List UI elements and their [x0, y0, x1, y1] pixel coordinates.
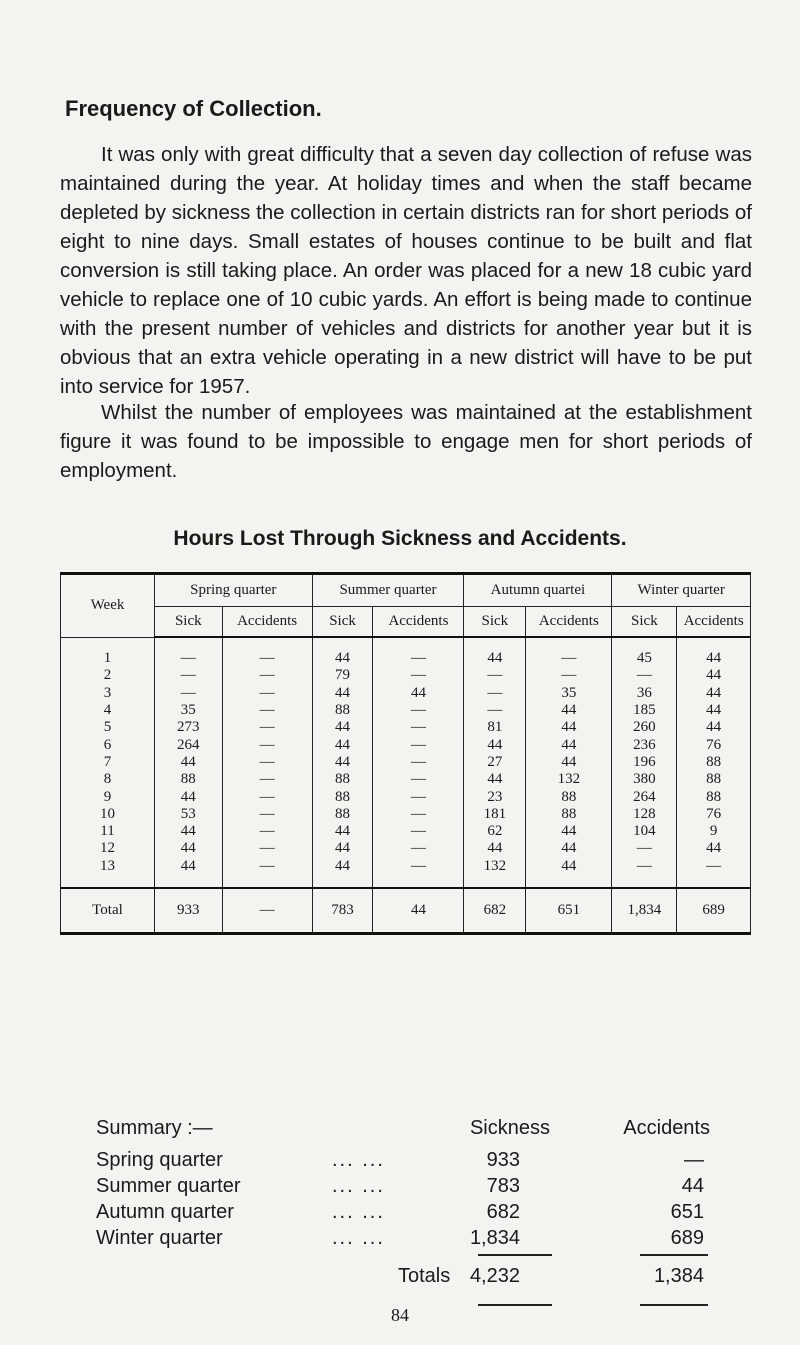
sub-header: Accidents — [222, 607, 312, 638]
totals-label: Totals — [398, 1265, 451, 1287]
table-row — [61, 806, 751, 823]
week-cell: 11 — [61, 823, 155, 840]
paragraph-collection: It was only with great difficulty that a seven day collection of refuse was maintained during the year. At holiday times and when the staff became depleted by sickness the collection in certain districts ran for short periods of eight to nine days. Small estates of houses continue to be built and flat conversion is still taking place. An order was placed for a new 18 cubic yard vehicle to replace one of 10 cubic yards. An effort is being made to continue with the present number of vehicles and districts for another year but it is obvious that an extra vehicle operating in a new district will have to be put into service for 1957. — [60, 143, 752, 398]
table-row — [61, 702, 751, 719]
value-cell: 44 — [677, 840, 751, 857]
summary-header — [60, 1117, 760, 1149]
value-cell: — — [373, 736, 464, 753]
total-cell: 44 — [373, 888, 464, 934]
page-number: 84 — [391, 1305, 409, 1325]
total-cell: 689 — [677, 888, 751, 934]
value-cell: — — [373, 771, 464, 788]
value-cell: 45 — [612, 637, 677, 667]
week-cell: 10 — [61, 806, 155, 823]
week-cell: 2 — [61, 667, 155, 684]
value-cell: 81 — [464, 719, 526, 736]
table-row — [61, 840, 751, 857]
value-cell: 35 — [526, 685, 612, 702]
value-cell: — — [373, 823, 464, 840]
value-cell: — — [612, 840, 677, 857]
value-cell: 196 — [612, 754, 677, 771]
week-cell: 1 — [61, 637, 155, 667]
value-cell: 44 — [677, 702, 751, 719]
value-cell: — — [154, 667, 222, 684]
value-cell: 264 — [154, 736, 222, 753]
value-cell: 104 — [612, 823, 677, 840]
value-cell: — — [222, 788, 312, 805]
summary-row-dots: ... ... — [332, 1227, 385, 1249]
week-header: Week — [61, 574, 155, 638]
value-cell: 44 — [154, 858, 222, 888]
value-cell: — — [373, 858, 464, 888]
table-row — [61, 637, 751, 667]
summary-row-accidents: — — [684, 1149, 704, 1171]
value-cell: 132 — [464, 858, 526, 888]
value-cell: 88 — [312, 702, 373, 719]
value-cell: — — [222, 840, 312, 857]
value-cell: 88 — [154, 771, 222, 788]
value-cell: 236 — [612, 736, 677, 753]
value-cell: 132 — [526, 771, 612, 788]
value-cell: — — [222, 806, 312, 823]
value-cell: 44 — [526, 858, 612, 888]
value-cell: — — [526, 637, 612, 667]
value-cell: 185 — [612, 702, 677, 719]
week-cell: 7 — [61, 754, 155, 771]
table-row — [61, 823, 751, 840]
totals-sickness: 4,232 — [469, 1265, 520, 1287]
summary-row-dots: ... ... — [332, 1201, 385, 1223]
summary-row-accidents: 689 — [670, 1227, 704, 1249]
rule-acc-top — [640, 1254, 708, 1256]
value-cell: — — [154, 637, 222, 667]
value-cell: 44 — [373, 685, 464, 702]
value-cell: 88 — [677, 771, 751, 788]
value-cell: 88 — [526, 788, 612, 805]
value-cell: — — [612, 858, 677, 888]
value-cell: — — [373, 754, 464, 771]
sub-header: Accidents — [677, 607, 751, 638]
total-cell: 1,834 — [612, 888, 677, 934]
value-cell: — — [526, 667, 612, 684]
summary-row-accidents: 44 — [681, 1175, 704, 1197]
table-row — [61, 719, 751, 736]
value-cell: — — [677, 858, 751, 888]
value-cell: — — [222, 685, 312, 702]
value-cell: 44 — [312, 858, 373, 888]
summary-row-name: Autumn quarter — [96, 1201, 234, 1223]
week-cell: 8 — [61, 771, 155, 788]
value-cell: — — [373, 667, 464, 684]
value-cell: 44 — [312, 685, 373, 702]
paragraph-employees: Whilst the number of employees was maintained at the establishment figure it was found to be impossible to engage men for short periods of employment. — [60, 401, 752, 482]
value-cell: — — [222, 637, 312, 667]
summary-row — [60, 1175, 760, 1201]
value-cell: — — [464, 702, 526, 719]
week-cell: 13 — [61, 858, 155, 888]
sub-header: Sick — [312, 607, 373, 638]
week-cell: 9 — [61, 788, 155, 805]
value-cell: 380 — [612, 771, 677, 788]
value-cell: 44 — [154, 788, 222, 805]
quarter-header-autumn: Autumn quartei — [464, 574, 612, 607]
value-cell: 44 — [312, 719, 373, 736]
value-cell: — — [222, 858, 312, 888]
total-cell: 933 — [154, 888, 222, 934]
quarter-header-summer: Summer quarter — [312, 574, 464, 607]
value-cell: 88 — [526, 806, 612, 823]
table-row — [61, 685, 751, 702]
total-cell: 651 — [526, 888, 612, 934]
value-cell: 53 — [154, 806, 222, 823]
value-cell: — — [222, 754, 312, 771]
hours-lost-table — [60, 572, 751, 935]
value-cell: 88 — [312, 788, 373, 805]
value-cell: — — [222, 771, 312, 788]
week-cell: 6 — [61, 736, 155, 753]
value-cell: — — [373, 637, 464, 667]
value-cell: — — [373, 702, 464, 719]
total-cell: — — [222, 888, 312, 934]
value-cell: 44 — [464, 840, 526, 857]
value-cell: 35 — [154, 702, 222, 719]
quarter-header-spring: Spring quarter — [154, 574, 312, 607]
week-cell: 3 — [61, 685, 155, 702]
value-cell: 44 — [312, 840, 373, 857]
value-cell: 76 — [677, 736, 751, 753]
week-cell: 12 — [61, 840, 155, 857]
value-cell: 260 — [612, 719, 677, 736]
value-cell: 79 — [312, 667, 373, 684]
value-cell: 44 — [677, 719, 751, 736]
value-cell: — — [222, 667, 312, 684]
value-cell: — — [154, 685, 222, 702]
week-cell: 5 — [61, 719, 155, 736]
value-cell: 88 — [677, 754, 751, 771]
summary-row-sickness: 1,834 — [469, 1227, 520, 1249]
sub-header: Accidents — [526, 607, 612, 638]
value-cell: 88 — [677, 788, 751, 805]
sub-header: Accidents — [373, 607, 464, 638]
value-cell: 88 — [312, 806, 373, 823]
value-cell: 44 — [154, 840, 222, 857]
summary-col-sickness: Sickness — [469, 1117, 550, 1139]
value-cell: — — [373, 788, 464, 805]
summary-row-name: Spring quarter — [96, 1149, 223, 1171]
value-cell: 273 — [154, 719, 222, 736]
sub-header: Sick — [612, 607, 677, 638]
value-cell: 44 — [677, 685, 751, 702]
table-row — [61, 858, 751, 888]
section-heading: Frequency of Collection. — [65, 96, 322, 121]
summary-col-accidents: Accidents — [623, 1117, 710, 1139]
value-cell: 44 — [526, 736, 612, 753]
value-cell: 44 — [526, 840, 612, 857]
summary-block — [60, 1117, 760, 1287]
value-cell: 264 — [612, 788, 677, 805]
sub-header: Sick — [154, 607, 222, 638]
value-cell: 44 — [677, 637, 751, 667]
summary-row-sickness: 933 — [486, 1149, 520, 1171]
total-cell: Total — [61, 888, 155, 934]
summary-row-accidents: 651 — [670, 1201, 704, 1223]
summary-row — [60, 1201, 760, 1227]
value-cell: 44 — [312, 736, 373, 753]
summary-row — [60, 1227, 760, 1253]
value-cell: 36 — [612, 685, 677, 702]
summary-row-sickness: 682 — [486, 1201, 520, 1223]
table-row — [61, 736, 751, 753]
value-cell: 44 — [154, 823, 222, 840]
quarter-header-winter: Winter quarter — [612, 574, 751, 607]
summary-row-dots: ... ... — [332, 1175, 385, 1197]
summary-row-sickness: 783 — [486, 1175, 520, 1197]
value-cell: 44 — [526, 702, 612, 719]
value-cell: 23 — [464, 788, 526, 805]
value-cell: 44 — [464, 771, 526, 788]
value-cell: — — [222, 823, 312, 840]
table-row — [61, 754, 751, 771]
value-cell: — — [464, 667, 526, 684]
value-cell: 44 — [312, 754, 373, 771]
rule-sick-top — [478, 1254, 552, 1256]
value-cell: 128 — [612, 806, 677, 823]
sub-header: Sick — [464, 607, 526, 638]
value-cell: 44 — [312, 823, 373, 840]
value-cell: 62 — [464, 823, 526, 840]
totals-accidents: 1,384 — [653, 1265, 704, 1287]
summary-row — [60, 1149, 760, 1175]
total-row — [61, 888, 751, 934]
value-cell: 44 — [464, 736, 526, 753]
table-row — [61, 667, 751, 684]
value-cell: — — [222, 736, 312, 753]
value-cell: 181 — [464, 806, 526, 823]
value-cell: 44 — [526, 823, 612, 840]
total-cell: 682 — [464, 888, 526, 934]
value-cell: 44 — [526, 754, 612, 771]
value-cell: — — [464, 685, 526, 702]
value-cell: 44 — [526, 719, 612, 736]
summary-row-name: Winter quarter — [96, 1227, 223, 1249]
week-cell: 4 — [61, 702, 155, 719]
value-cell: — — [612, 667, 677, 684]
summary-totals — [60, 1265, 760, 1293]
table-title: Hours Lost Through Sickness and Accidents. — [173, 527, 627, 550]
value-cell: 44 — [154, 754, 222, 771]
value-cell: 76 — [677, 806, 751, 823]
value-cell: — — [373, 806, 464, 823]
value-cell: 9 — [677, 823, 751, 840]
value-cell: — — [222, 702, 312, 719]
value-cell: 88 — [312, 771, 373, 788]
value-cell: — — [373, 719, 464, 736]
value-cell: — — [222, 719, 312, 736]
value-cell: 44 — [312, 637, 373, 667]
value-cell: 44 — [464, 637, 526, 667]
table-row — [61, 771, 751, 788]
table-row — [61, 788, 751, 805]
value-cell: — — [373, 840, 464, 857]
value-cell: 44 — [677, 667, 751, 684]
value-cell: 27 — [464, 754, 526, 771]
summary-label: Summary :— — [96, 1117, 213, 1139]
summary-row-dots: ... ... — [332, 1149, 385, 1171]
total-cell: 783 — [312, 888, 373, 934]
summary-row-name: Summer quarter — [96, 1175, 241, 1197]
